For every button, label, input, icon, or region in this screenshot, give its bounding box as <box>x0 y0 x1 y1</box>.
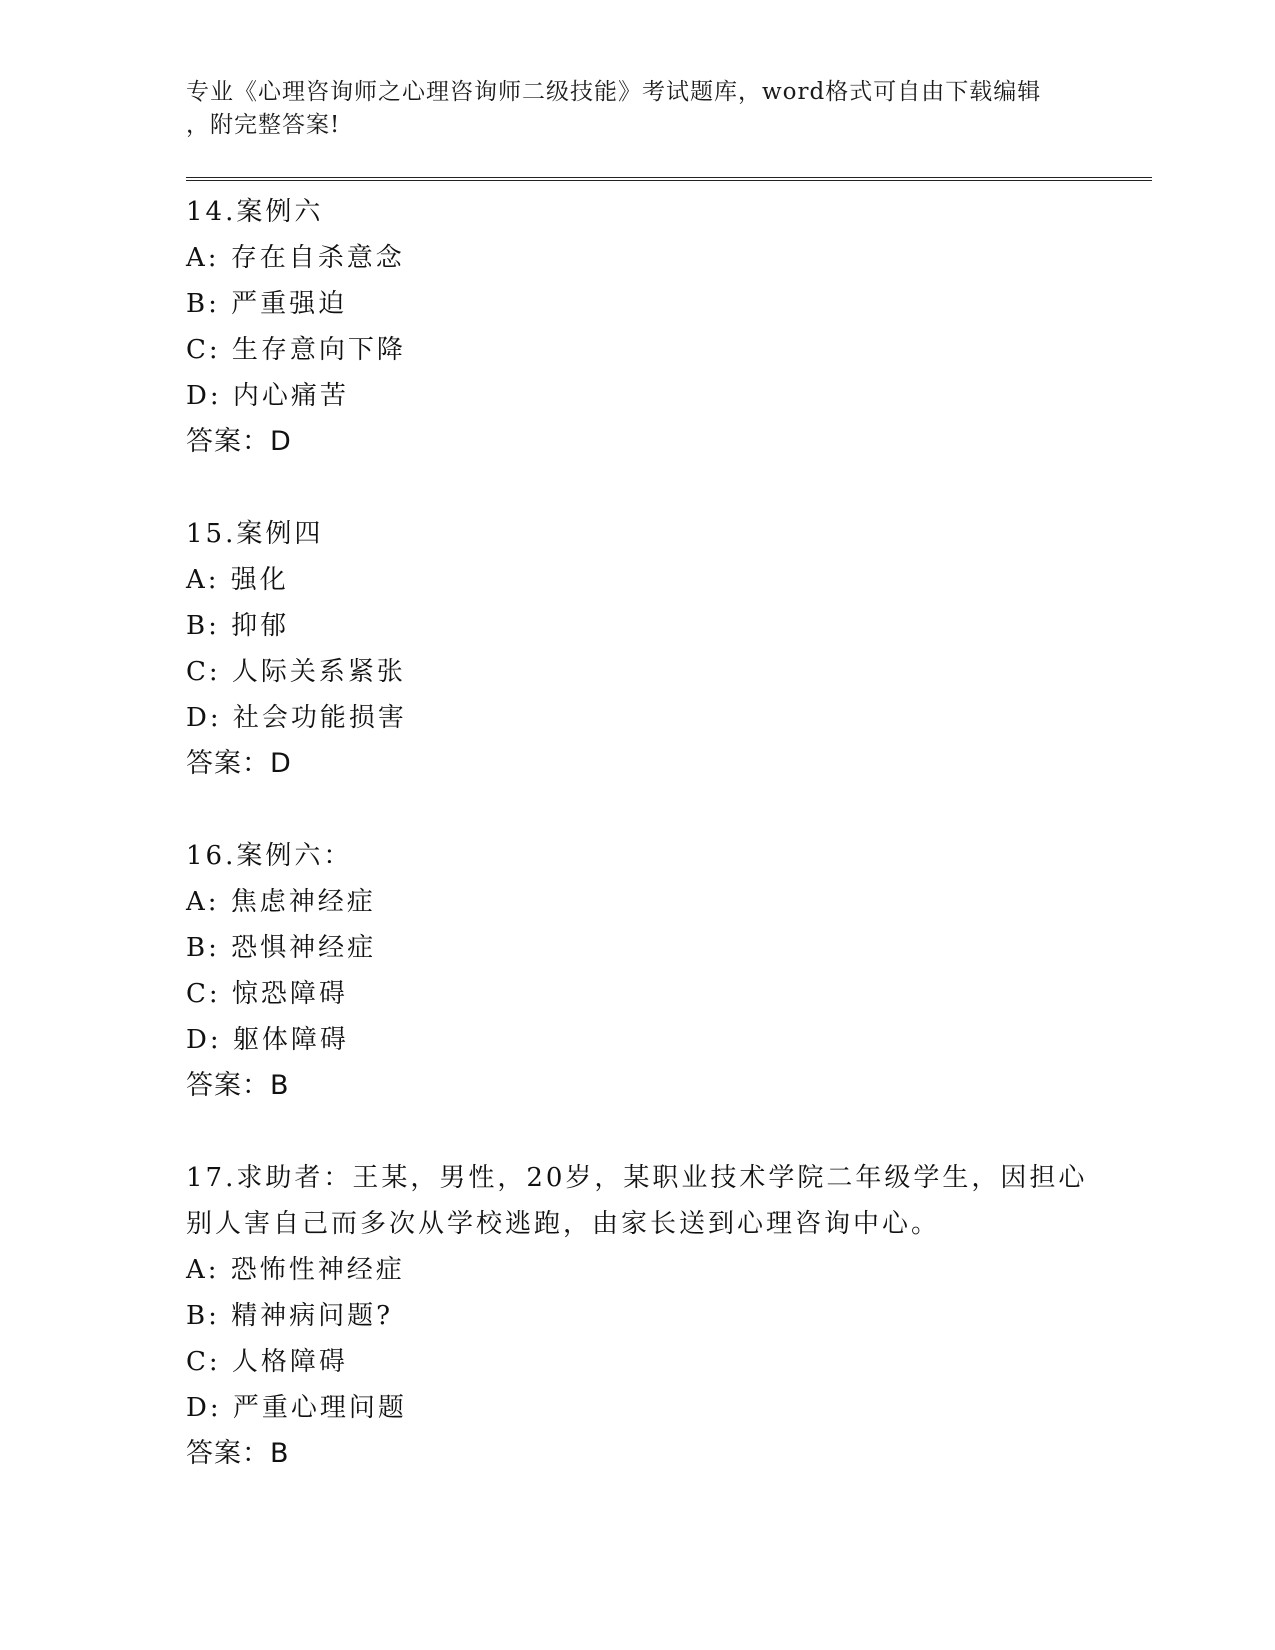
question-17 <box>186 1155 1152 1477</box>
option-b: B: 恐惧神经症 <box>186 933 377 963</box>
option-c: C: 惊恐障碍 <box>186 979 348 1009</box>
question-list <box>186 189 1152 1477</box>
option-a: A: 焦虑神经症 <box>186 887 376 917</box>
answer-label: 答案：D <box>186 748 292 779</box>
header-line-1: 专业《心理咨询师之心理咨询师二级技能》考试题库，word格式可自由下载编辑 <box>186 79 1042 105</box>
question-14 <box>186 189 1152 465</box>
option-d: D: 躯体障碍 <box>186 1025 349 1055</box>
question-stem: 14.案例六 <box>186 197 324 227</box>
option-a: A: 恐怖性神经症 <box>186 1255 405 1285</box>
option-c: C: 人际关系紧张 <box>186 657 406 687</box>
answer-label: 答案：B <box>186 1438 290 1469</box>
option-d: D: 严重心理问题 <box>186 1393 407 1423</box>
header-line-2: ，附完整答案! <box>186 112 341 138</box>
option-c: C: 生存意向下降 <box>186 335 406 365</box>
question-stem: 16.案例六： <box>186 841 353 871</box>
question-stem-line-2: 别人害自己而多次从学校逃跑，由家长送到心理咨询中心。 <box>186 1209 941 1239</box>
question-15 <box>186 511 1152 787</box>
option-b: B: 抑郁 <box>186 611 290 641</box>
header-divider <box>186 177 1152 181</box>
option-b: B: 精神病问题? <box>186 1301 394 1331</box>
question-16 <box>186 833 1152 1109</box>
answer-label: 答案：D <box>186 426 292 457</box>
question-stem: 15.案例四 <box>186 519 324 549</box>
answer-label: 答案：B <box>186 1070 290 1101</box>
question-stem-line-1: 17.求助者：王某，男性，20岁，某职业技术学院二年级学生，因担心 <box>186 1163 1088 1193</box>
document-header <box>186 76 1086 142</box>
option-c: C: 人格障碍 <box>186 1347 348 1377</box>
option-d: D: 内心痛苦 <box>186 381 349 411</box>
option-a: A: 存在自杀意念 <box>186 243 405 273</box>
option-a: A: 强化 <box>186 565 289 595</box>
option-b: B: 严重强迫 <box>186 289 348 319</box>
option-d: D: 社会功能损害 <box>186 703 407 733</box>
